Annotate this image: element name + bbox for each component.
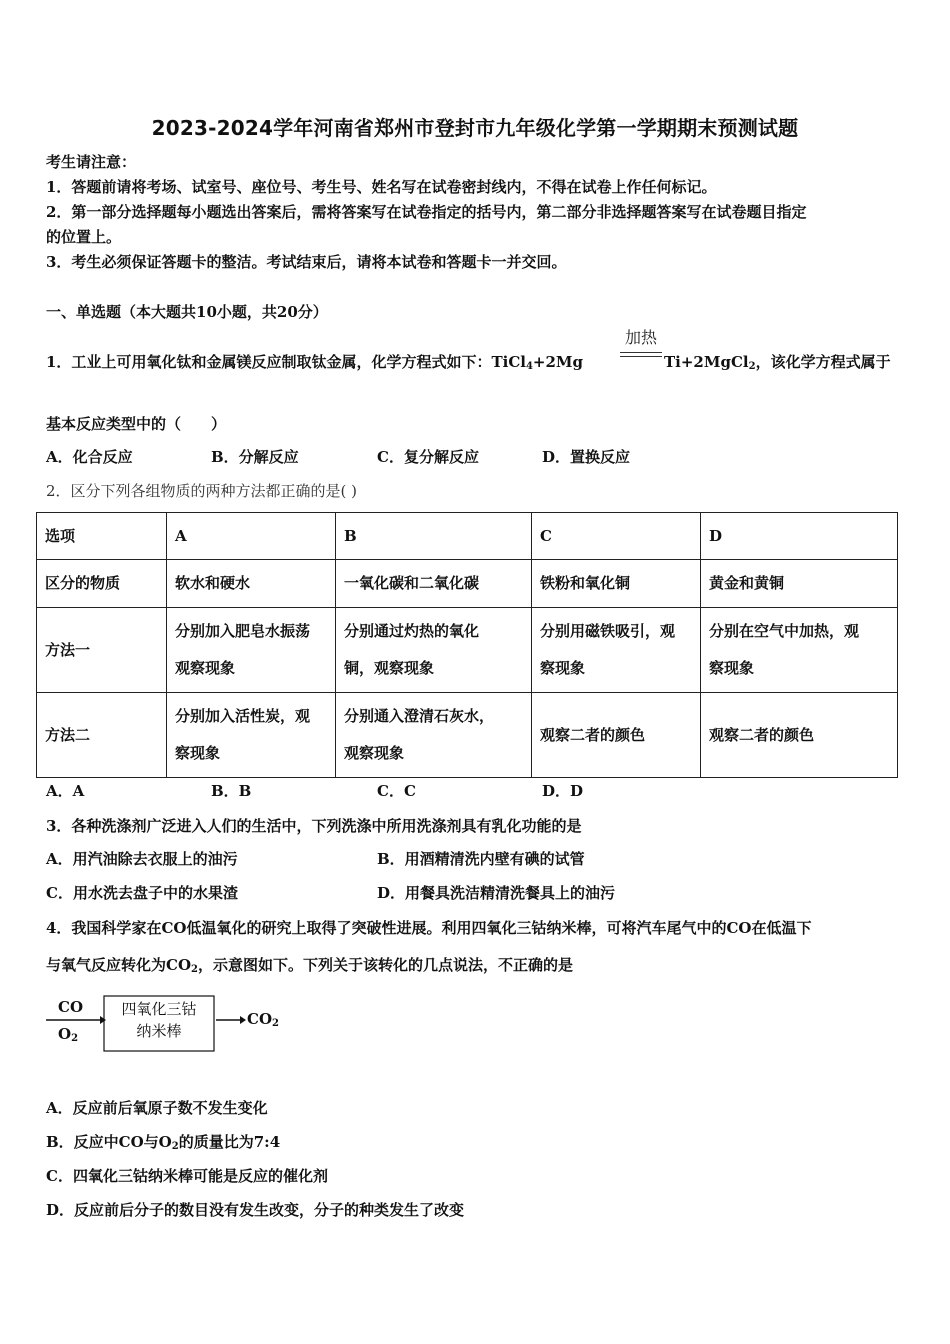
- table-cell: [336, 608, 532, 693]
- q1-text: [46, 352, 583, 377]
- cell-line: 察现象: [709, 659, 755, 677]
- q2-option-c: C．C: [377, 782, 416, 800]
- q4-text-a: 4．我国科学家在CO低温氧化的研究上取得了突破性进展。利用四氧化三钴纳米棒，可将汽车尾气中的CO在低温下: [46, 919, 812, 937]
- q1-eq-left2: +2Mg: [532, 353, 584, 371]
- q3-option-d: D．用餐具洗洁精清洗餐具上的油污: [377, 884, 616, 902]
- q1-text-right: [664, 352, 891, 377]
- q4-text-b2: ，示意图如下。下列关于该转化的几点说法，不正确的是: [197, 956, 573, 974]
- table-header-cell: A: [167, 513, 336, 560]
- table-cell: [167, 693, 336, 778]
- cell-line: 分别用磁铁吸引，观: [540, 622, 676, 640]
- q1-equals-line-bottom: [620, 356, 662, 357]
- q4-option-b: [46, 1132, 280, 1157]
- table-header-cell: 选项: [37, 513, 167, 560]
- q4-option-d: D．反应前后分子的数目没有发生改变，分子的种类发生了改变: [46, 1201, 465, 1219]
- diagram-output-text: CO: [247, 1010, 273, 1028]
- diagram-box-line2: 纳米棒: [136, 1022, 182, 1040]
- q4-text-b1-sub: 2: [191, 964, 198, 975]
- table-cell: 方法二: [37, 693, 167, 778]
- table-row: [37, 693, 898, 778]
- cell-line: 分别加入肥皂水振荡: [175, 622, 311, 640]
- q1-option-a: A．化合反应: [46, 448, 133, 466]
- table-cell: [532, 693, 701, 778]
- q2-option-b: B．B: [211, 782, 252, 800]
- q1-equals-line-top: [620, 352, 662, 353]
- q4-option-b-sub: 2: [171, 1141, 179, 1152]
- q1-condition-text: 加热: [624, 328, 657, 347]
- diagram-input-o2-sub: 2: [71, 1033, 79, 1044]
- section-heading: 一、单选题（本大题共10小题，共20分）: [46, 303, 328, 321]
- q3-text: 3．各种洗涤剂广泛进入人们的生活中，下列洗涤中所用洗涤剂具有乳化功能的是: [46, 817, 582, 835]
- cell-line: 观察现象: [175, 659, 236, 677]
- page-title: 2023-2024学年河南省郑州市登封市九年级化学第一学期期末预测试题: [151, 116, 799, 140]
- arrow-out-head: [240, 1016, 246, 1024]
- q4-option-b-a: B．反应中CO与O: [46, 1133, 172, 1151]
- notice-item-2-cont: 的位置上。: [46, 228, 122, 246]
- q3-option-a: A．用汽油除去衣服上的油污: [46, 850, 238, 868]
- q1-text-a: 1．工业上可用氧化钛和金属镁反应制取钛金属，化学方程式如下：: [46, 353, 492, 371]
- cell-line: 分别通入澄清石灰水，: [344, 707, 495, 725]
- table-row: [37, 513, 898, 560]
- table-cell: [701, 608, 898, 693]
- table-row: [37, 608, 898, 693]
- cell-line: 铜，观察现象: [344, 659, 435, 677]
- notice-item-2: 2．第一部分选择题每小题选出答案后，需将答案写在试卷指定的括号内，第二部分非选择题答案写在试卷题目指定: [46, 203, 807, 221]
- cell-line: 观察二者的颜色: [540, 725, 646, 744]
- q2-text: 2．区分下列各组物质的两种方法都正确的是( ): [46, 482, 358, 500]
- diagram-output-sub: 2: [272, 1018, 279, 1029]
- table-cell: [336, 693, 532, 778]
- table-cell: 区分的物质: [37, 560, 167, 608]
- q1-text-c: 基本反应类型中的（ ）: [46, 415, 227, 433]
- table-cell: 软水和硬水: [167, 560, 336, 608]
- table-cell: 铁粉和氧化铜: [532, 560, 701, 608]
- table-cell: 一氧化碳和二氧化碳: [336, 560, 532, 608]
- table-cell: 黄金和黄铜: [701, 560, 898, 608]
- cell-line: 观察现象: [344, 744, 405, 762]
- table-header-cell: B: [336, 513, 532, 560]
- q1-eq-left-sub: 4: [525, 361, 533, 372]
- cell-line: 分别通过灼热的氧化: [344, 622, 480, 640]
- notice-heading: 考生请注意：: [46, 153, 137, 171]
- notice-item-1: 1．答题前请将考场、试室号、座位号、考生号、姓名写在试卷密封线内，不得在试卷上作任何标记。: [46, 178, 717, 196]
- diagram-input-o2-text: O: [58, 1025, 72, 1043]
- q4-text-b1: 与氧气反应转化为CO: [46, 956, 192, 974]
- diagram-input-co: CO: [58, 998, 84, 1016]
- notice-item-3: 3．考生必须保证答题卡的整洁。考试结束后，请将本试卷和答题卡一并交回。: [46, 253, 567, 271]
- table-cell: [532, 608, 701, 693]
- q3-option-b: B．用酒精清洗内壁有碘的试管: [377, 850, 585, 868]
- q3-option-c: C．用水洗去盘子中的水果渣: [46, 884, 238, 902]
- table-cell: 方法一: [37, 608, 167, 693]
- cell-line: 察现象: [175, 744, 221, 762]
- table-row: [37, 560, 898, 608]
- q4-option-a: A．反应前后氧原子数不发生变化: [46, 1099, 268, 1117]
- table-cell: [167, 608, 336, 693]
- q1-eq-right-sub: 2: [748, 361, 756, 372]
- q4-option-b-b: 的质量比为7:4: [178, 1133, 281, 1151]
- q4-reaction-diagram: [44, 994, 294, 1054]
- q1-text-b: ，该化学方程式属于: [755, 353, 891, 371]
- q2-option-a: A．A: [46, 782, 85, 800]
- table-cell: [701, 693, 898, 778]
- cell-line: 分别在空气中加热，观: [709, 622, 860, 640]
- diagram-output-co2: [247, 1010, 279, 1029]
- q4-option-c: C．四氧化三钴纳米棒可能是反应的催化剂: [46, 1167, 328, 1185]
- q1-eq-left: TiCl: [491, 353, 526, 371]
- q1-option-b: B．分解反应: [211, 448, 299, 466]
- q1-option-d: D．置换反应: [542, 448, 631, 466]
- cell-line: 观察二者的颜色: [709, 725, 815, 744]
- q4-text-b: [46, 955, 573, 980]
- table-header-cell: C: [532, 513, 701, 560]
- q2-table: [36, 512, 898, 778]
- table-header-cell: D: [701, 513, 898, 560]
- q1-option-c: C．复分解反应: [377, 448, 479, 466]
- q1-eq-right: Ti+2MgCl: [664, 353, 749, 371]
- cell-line: 察现象: [540, 659, 586, 677]
- diagram-box-line1: 四氧化三钴: [121, 1000, 197, 1018]
- q2-option-d: D．D: [542, 782, 584, 800]
- q1-reaction-condition: [620, 325, 662, 357]
- cell-line: 分别加入活性炭，观: [175, 707, 311, 725]
